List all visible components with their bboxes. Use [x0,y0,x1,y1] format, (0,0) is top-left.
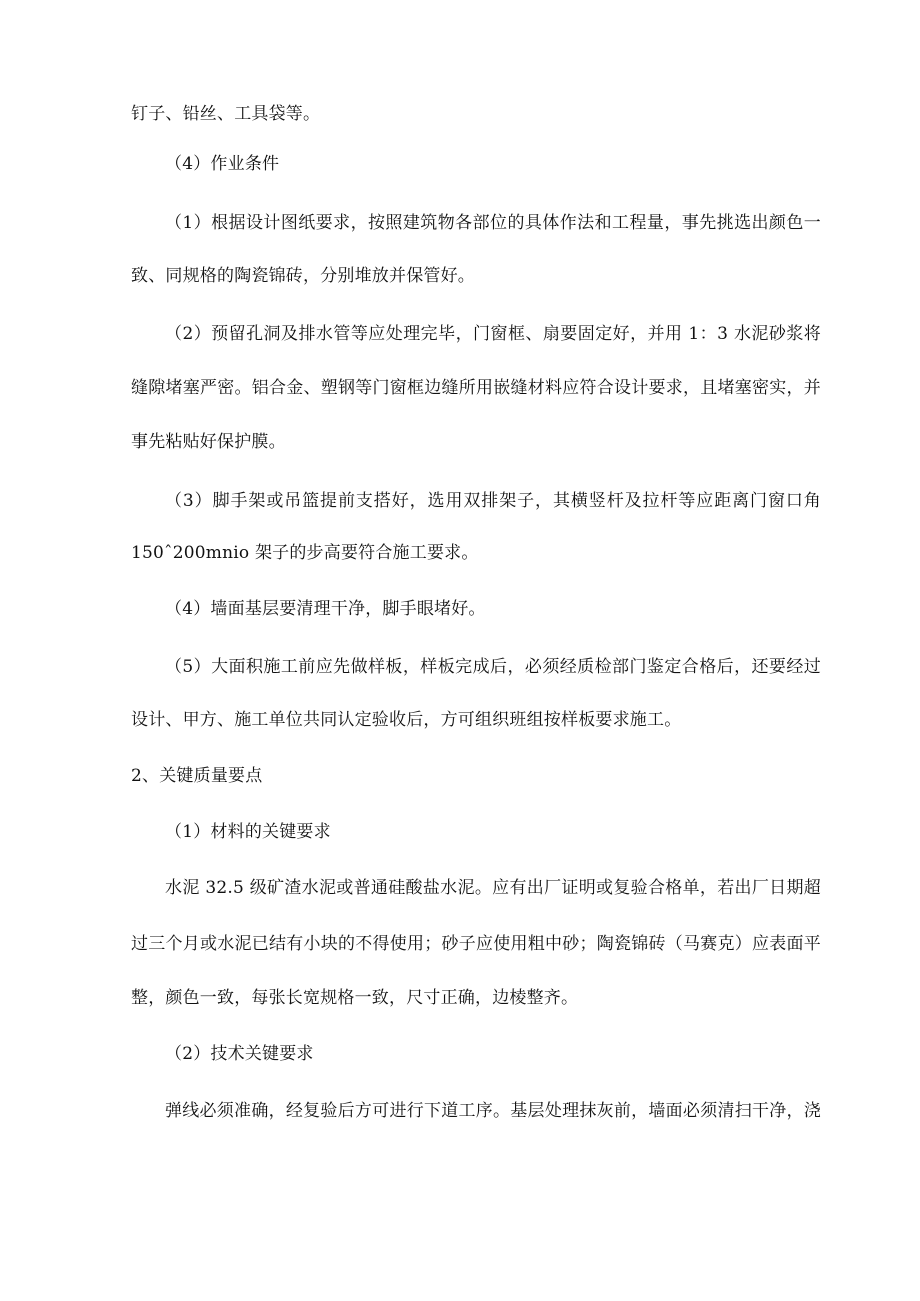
section-heading: （1）材料的关键要求 [165,822,331,842]
text-line: 致、同规格的陶瓷锦砖，分别堆放并保管好。 [131,266,475,286]
text-line: （5）大面积施工前应先做样板，样板完成后，必须经质检部门鉴定合格后，还要经过 [165,657,821,677]
section-heading: （4）作业条件 [165,154,280,174]
text-line: （1）根据设计图纸要求，按照建筑物各部位的具体作法和工程量，事先挑选出颜色一 [165,213,821,233]
text-line: （3）脚手架或吊篮提前支搭好，选用双排架子，其横竖杆及拉杆等应距离门窗口角 [165,491,821,511]
text-line: （2）预留孔洞及排水管等应处理完毕，门窗框、扇要固定好，并用 1：3 水泥砂浆将 [165,324,821,344]
text-line: 钉子、铅丝、工具袋等。 [131,104,321,124]
text-line: 过三个月或水泥已结有小块的不得使用；砂子应使用粗中砂；陶瓷锦砖（马赛克）应表面平 [131,934,821,954]
text-line: 缝隙堵塞严密。铝合金、塑钢等门窗框边缝所用嵌缝材料应符合设计要求，且堵塞密实，并 [131,378,821,398]
text-line: 150ˆ200mnio 架子的步高要符合施工要求。 [131,543,479,563]
text-line: 整，颜色一致，每张长宽规格一致，尺寸正确，边棱整齐。 [131,988,579,1008]
text-line: 事先粘贴好保护膜。 [131,432,286,452]
text-line: （4）墙面基层要清理干净，脚手眼堵好。 [165,599,486,619]
text-line: 弹线必须准确，经复验后方可进行下道工序。基层处理抹灰前，墙面必须清扫干净，浇 [165,1101,821,1121]
section-heading: （2）技术关键要求 [165,1044,314,1064]
text-line: 水泥 32.5 级矿渣水泥或普通硅酸盐水泥。应有出厂证明或复验合格单，若出厂日期超 [165,878,821,898]
text-line: 设计、甲方、施工单位共同认定验收后，方可组织班组按样板要求施工。 [131,710,682,730]
section-heading: 2、关键质量要点 [131,766,263,786]
